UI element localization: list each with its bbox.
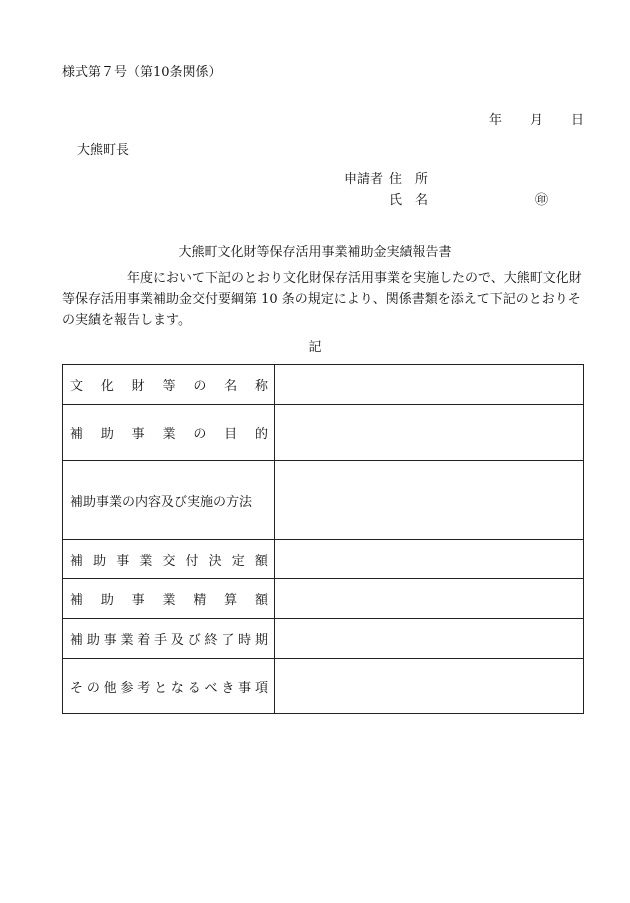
name-label: 氏 名 bbox=[389, 193, 429, 208]
date-month-label: 月 bbox=[530, 113, 544, 128]
row-value[interactable] bbox=[275, 365, 584, 405]
row-label bbox=[63, 659, 275, 714]
date-year-label: 年 bbox=[489, 113, 503, 128]
row-label-text: 補 助 事 業 着 手 及 び 終 了 時 期 bbox=[70, 633, 268, 648]
row-value[interactable] bbox=[275, 659, 584, 714]
applicant-label: 申請者 bbox=[344, 172, 384, 187]
seal-mark: ㊞ bbox=[535, 193, 549, 208]
row-label bbox=[63, 405, 275, 461]
row-label-text: 補助事業の内容及び実施の方法 bbox=[70, 494, 253, 510]
table-row bbox=[63, 579, 584, 619]
row-value[interactable] bbox=[275, 579, 584, 619]
table-row bbox=[63, 365, 584, 405]
row-label bbox=[63, 365, 275, 405]
row-value[interactable] bbox=[275, 540, 584, 579]
ki-heading: 記 bbox=[308, 340, 322, 355]
document-title: 大熊町文化財等保存活用事業補助金実績報告書 bbox=[178, 245, 452, 260]
row-label-text: 補 助 事 業 の 目 的 bbox=[70, 427, 268, 442]
row-label bbox=[63, 579, 275, 619]
table-row bbox=[63, 405, 584, 461]
row-label bbox=[63, 619, 275, 659]
table-row bbox=[63, 619, 584, 659]
row-value[interactable] bbox=[275, 619, 584, 659]
table-row bbox=[63, 659, 584, 714]
row-label bbox=[63, 461, 275, 540]
table-row bbox=[63, 461, 584, 540]
row-value[interactable] bbox=[275, 461, 584, 540]
row-label bbox=[63, 540, 275, 579]
addressee: 大熊町長 bbox=[77, 143, 130, 158]
table-row bbox=[63, 540, 584, 579]
row-label-text: そ の 他 参 考 と な る べ き 事 項 bbox=[70, 680, 268, 696]
row-label-text: 文 化 財 等 の 名 称 bbox=[70, 379, 268, 394]
report-table bbox=[62, 364, 584, 714]
body-text: 年度において下記のとおり文化財保存活用事業を実施したので、大熊町文化財等保存活用事業補助金交付要綱第 10 条の規定により、関係書類を添えて下記のとおりその実績を報告します。 bbox=[62, 271, 582, 328]
row-value[interactable] bbox=[275, 405, 584, 461]
row-label-text: 補 助 事 業 交 付 決 定 額 bbox=[70, 553, 268, 569]
row-label-text: 補 助 事 業 精 算 額 bbox=[70, 593, 268, 608]
form-number: 様式第７号（第10条関係） bbox=[62, 65, 222, 80]
date-day-label: 日 bbox=[571, 113, 585, 128]
address-label: 住 所 bbox=[389, 172, 429, 187]
body-paragraph bbox=[62, 268, 584, 331]
